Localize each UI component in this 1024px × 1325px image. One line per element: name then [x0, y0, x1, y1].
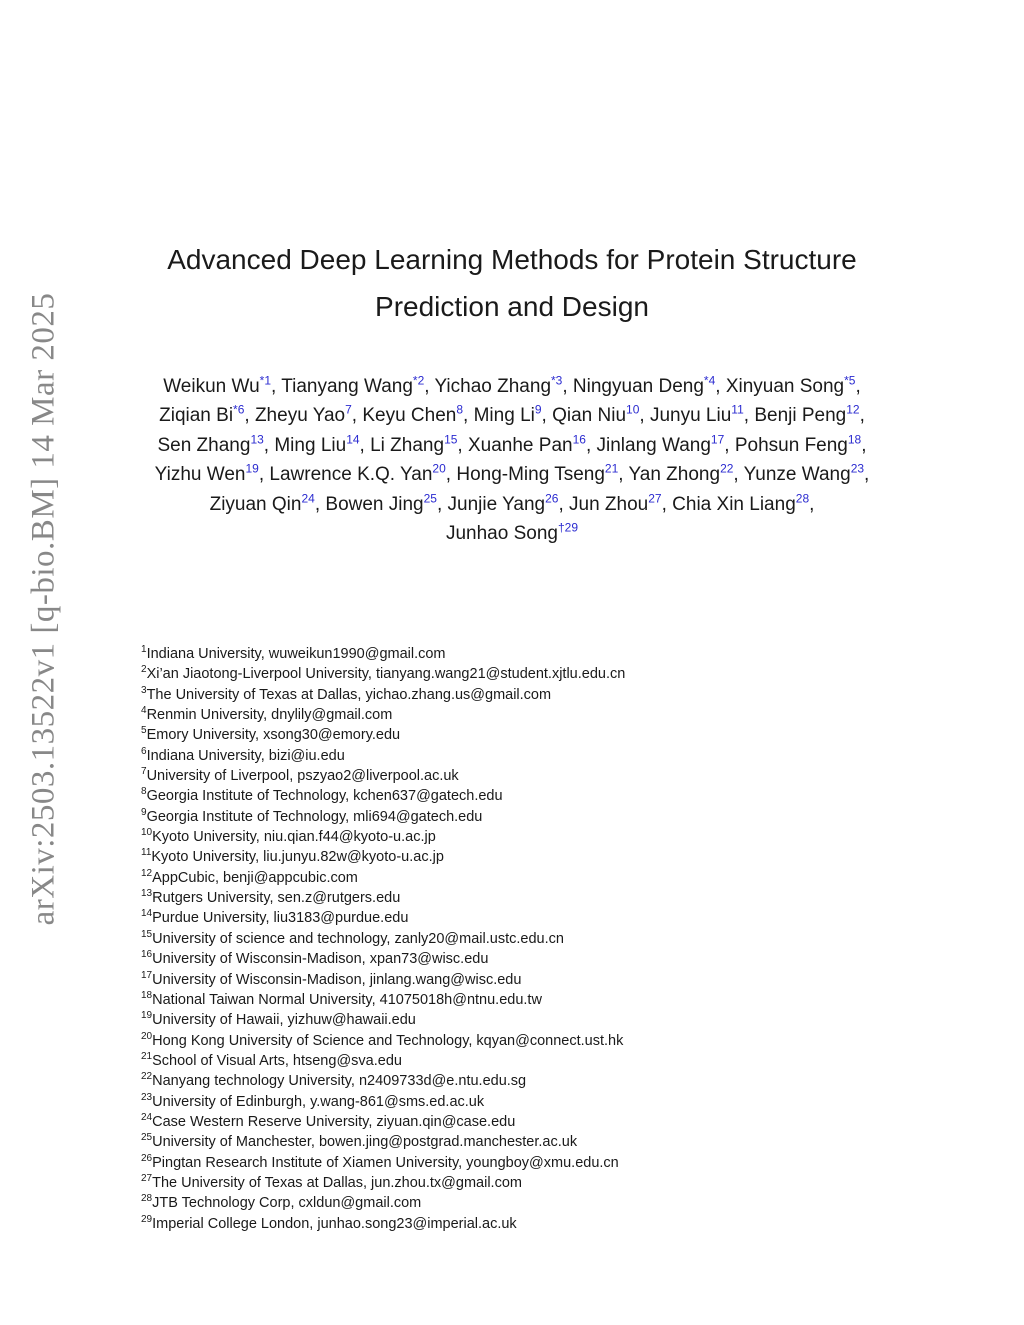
affiliation-item — [141, 929, 901, 949]
affiliation-number: 19 — [141, 1010, 153, 1022]
author-separator: , — [314, 493, 326, 515]
affiliation-item — [141, 1031, 901, 1051]
author-separator: , — [724, 434, 735, 456]
affiliation-number: 20 — [141, 1030, 153, 1042]
affiliation-item — [141, 664, 901, 684]
author-separator: , — [618, 464, 629, 486]
author-affiliation-link[interactable]: 14 — [346, 432, 360, 447]
affiliation-number: 21 — [141, 1051, 153, 1063]
author-name: Yunze Wang — [743, 464, 851, 486]
affiliation-text: University of Wisconsin-Madison, xpan73@wisc.edu — [152, 951, 489, 968]
affiliation-item — [141, 970, 901, 990]
affiliation-number: 14 — [141, 908, 153, 920]
affiliation-number: 23 — [141, 1091, 153, 1103]
affiliation-item — [141, 908, 901, 928]
author — [269, 461, 457, 486]
author-affiliation-link[interactable]: 15 — [444, 432, 458, 447]
affiliation-number: 18 — [141, 990, 153, 1002]
author — [569, 491, 673, 515]
author-name: Chia Xin Liang — [672, 493, 796, 515]
affiliation-item — [141, 1092, 901, 1112]
author-line — [130, 519, 894, 548]
author-separator: , — [463, 405, 474, 427]
author — [447, 491, 570, 515]
affiliation-text: Nanyang technology University, n2409733d@e.ntu.edu.sg — [152, 1073, 527, 1090]
author-separator: , — [424, 376, 435, 397]
author-name: Junyu Liu — [649, 405, 732, 427]
affiliation-item — [141, 868, 901, 888]
author-separator: , — [244, 405, 255, 427]
affiliation-number: 11 — [141, 847, 152, 859]
author-name: Ming Li — [473, 405, 535, 427]
affiliation-number: 1 — [141, 644, 147, 656]
author-affiliation-link[interactable]: 11 — [731, 403, 744, 418]
affiliation-text: Hong Kong University of Science and Technology, kqyan@connect.ust.hk — [152, 1032, 624, 1049]
affiliation-text: Kyoto University, liu.junyu.82w@kyoto-u.ac.jp — [151, 849, 444, 866]
affiliation-item — [141, 1071, 901, 1091]
author-name: Ming Liu — [274, 434, 347, 456]
affiliation-number: 12 — [141, 867, 153, 879]
affiliation-number: 16 — [141, 949, 153, 961]
affiliation-text: Case Western Reserve University, ziyuan.qin@case.edu — [152, 1113, 516, 1130]
affiliation-text: Renmin University, dnylily@gmail.com — [146, 707, 393, 724]
affiliation-text: Indiana University, bizi@iu.edu — [146, 747, 345, 764]
author-affiliation-link[interactable]: *6 — [233, 403, 245, 418]
title-line: Prediction and Design — [375, 291, 649, 322]
author-line — [130, 401, 894, 430]
author-affiliation-link[interactable]: *1 — [259, 373, 272, 388]
author — [255, 405, 362, 426]
affiliation-text: Xi’an Jiaotong-Liverpool University, tianyang.wang21@student.xjtlu.edu.cn — [146, 666, 626, 683]
author-affiliation-link[interactable]: 25 — [423, 491, 437, 506]
author-line — [130, 490, 894, 519]
author-affiliation-link[interactable]: 13 — [250, 432, 264, 447]
affiliation-text: Indiana University, wuweikun1990@gmail.com — [146, 646, 446, 662]
affiliation-text: Georgia Institute of Technology, mli694@gatech.edu — [146, 808, 483, 825]
author-affiliation-link[interactable]: 26 — [545, 491, 559, 506]
affiliation-item — [141, 1132, 901, 1152]
affiliation-text: National Taiwan Normal University, 41075018h@ntnu.edu.tw — [152, 991, 542, 1008]
author — [596, 432, 735, 456]
author-affiliation-link[interactable]: 18 — [847, 432, 862, 447]
author — [650, 405, 754, 426]
author-separator: , — [359, 434, 371, 456]
author-separator: , — [864, 464, 870, 486]
author — [672, 491, 815, 515]
author — [734, 432, 867, 456]
title-line: Advanced Deep Learning Methods for Protein Structure — [167, 244, 857, 275]
author-affiliation-link[interactable]: *2 — [412, 373, 425, 388]
affiliation-number: 27 — [141, 1173, 153, 1185]
author-name: Pohsun Feng — [734, 434, 848, 456]
author-affiliation-link[interactable]: 23 — [850, 461, 865, 476]
author-separator: , — [585, 434, 597, 456]
author — [274, 432, 371, 456]
affiliation-item — [141, 644, 901, 664]
author-affiliation-link[interactable]: 27 — [648, 491, 662, 506]
paper-title — [130, 236, 894, 330]
author-affiliation-link[interactable]: 28 — [795, 491, 810, 506]
affiliation-number: 9 — [141, 806, 147, 818]
author-name: Xinyuan Song — [725, 376, 845, 397]
author-separator: , — [743, 405, 755, 427]
affiliation-number: 25 — [141, 1132, 153, 1144]
affiliation-item — [141, 746, 901, 766]
affiliation-list — [141, 644, 901, 1234]
author-affiliation-link[interactable]: 21 — [604, 461, 619, 476]
affiliation-text: University of science and technology, zanly20@mail.ustc.edu.cn — [152, 930, 564, 947]
author-affiliation-link[interactable]: 22 — [720, 461, 734, 476]
author-separator: , — [445, 464, 457, 486]
author-separator: , — [541, 405, 553, 427]
author-name: Hong-Ming Tseng — [456, 464, 605, 486]
affiliation-text: University of Hawaii, yizhuw@hawaii.edu — [152, 1012, 416, 1029]
affiliation-text: University of Edinburgh, y.wang-861@sms.ed.ac.uk — [152, 1093, 485, 1110]
affiliation-text: University of Wisconsin-Madison, jinlang.wang@wisc.edu — [152, 971, 522, 988]
affiliation-item — [141, 1173, 901, 1193]
author-separator: , — [351, 405, 363, 427]
arxiv-stamp: arXiv:2503.13522v1 [q-bio.BM] 14 Mar 2025 — [25, 292, 62, 926]
author-separator: , — [855, 376, 861, 397]
author-name: Weikun Wu — [163, 376, 260, 397]
author-affiliation-link[interactable]: *3 — [551, 373, 563, 388]
affiliation-number: 24 — [141, 1112, 153, 1124]
affiliation-text: AppCubic, benji@appcubic.com — [152, 869, 358, 886]
affiliation-number: 6 — [141, 745, 147, 757]
author-line — [130, 460, 894, 489]
affiliation-number: 8 — [141, 786, 147, 798]
affiliation-item — [141, 766, 901, 786]
affiliation-number: 15 — [141, 928, 153, 940]
author — [725, 373, 861, 397]
affiliation-number: 26 — [141, 1152, 153, 1164]
author-separator: , — [263, 434, 275, 456]
author — [743, 461, 870, 486]
affiliation-text: Purdue University, liu3183@purdue.edu — [152, 910, 409, 927]
affiliation-text: School of Visual Arts, htseng@sva.edu — [152, 1052, 402, 1069]
author-name: Bowen Jing — [325, 493, 424, 515]
affiliation-item — [141, 685, 901, 705]
author-affiliation-link[interactable]: *5 — [844, 373, 856, 388]
author-affiliation-link[interactable]: *4 — [703, 373, 716, 388]
affiliation-number: 28 — [141, 1193, 153, 1205]
affiliation-number: 7 — [141, 766, 147, 778]
author-name: Keyu Chen — [362, 405, 457, 427]
affiliation-item — [141, 888, 901, 908]
affiliation-number: 5 — [141, 725, 147, 737]
author — [157, 432, 275, 456]
author — [281, 373, 435, 397]
author — [467, 432, 597, 456]
author-name: Sen Zhang — [157, 434, 251, 456]
affiliation-number: 3 — [141, 684, 147, 696]
affiliation-item — [141, 1214, 901, 1234]
author-separator: , — [258, 464, 270, 486]
affiliation-item — [141, 725, 901, 745]
author-separator: , — [562, 376, 573, 397]
affiliation-item — [141, 1193, 901, 1213]
author — [154, 461, 270, 486]
author-affiliation-link[interactable]: 20 — [432, 461, 446, 476]
author-separator: , — [859, 405, 865, 427]
author — [209, 491, 326, 515]
author-name: Ningyuan Deng — [572, 376, 704, 397]
affiliation-number: 2 — [141, 664, 147, 676]
affiliation-item — [141, 705, 901, 725]
author-name: Yan Zhong — [628, 464, 721, 486]
author-name: Tianyang Wang — [281, 376, 413, 397]
affiliation-text: Imperial College London, junhao.song23@imperial.ac.uk — [152, 1215, 517, 1232]
author-affiliation-link[interactable]: 17 — [710, 432, 725, 447]
author-separator: , — [861, 434, 867, 456]
affiliation-item — [141, 1153, 901, 1173]
affiliation-number: 22 — [141, 1071, 153, 1083]
author-line — [130, 431, 894, 460]
affiliation-number: 13 — [141, 888, 153, 900]
affiliation-item — [141, 949, 901, 969]
author — [370, 432, 468, 456]
affiliation-text: Rutgers University, sen.z@rutgers.edu — [152, 890, 401, 907]
author-affiliation-link[interactable]: 8 — [456, 403, 464, 418]
author-name: Junjie Yang — [447, 493, 546, 515]
author — [163, 373, 282, 397]
author-affiliation-link[interactable]: 10 — [626, 403, 640, 418]
author-name: Xuanhe Pan — [467, 434, 573, 456]
author-affiliation-link[interactable]: †29 — [557, 520, 579, 535]
author-list — [130, 372, 894, 548]
affiliation-item — [141, 807, 901, 827]
author — [456, 461, 629, 486]
author-separator: , — [809, 493, 815, 515]
author-name: Yichao Zhang — [434, 376, 552, 397]
author-name: Qian Niu — [552, 405, 627, 427]
author-name: Lawrence K.Q. Yan — [269, 464, 433, 486]
affiliation-text: Pingtan Research Institute of Xiamen University, youngboy@xmu.edu.cn — [152, 1154, 619, 1171]
author — [362, 405, 473, 426]
author-separator: , — [733, 464, 744, 486]
author-name: Jun Zhou — [569, 493, 649, 515]
author-affiliation-link[interactable]: 19 — [245, 461, 259, 476]
affiliation-number: 29 — [141, 1213, 153, 1225]
affiliation-text: Georgia Institute of Technology, kchen637@gatech.edu — [146, 788, 503, 805]
affiliation-item — [141, 847, 901, 867]
author — [434, 373, 573, 397]
affiliation-text: The University of Texas at Dallas, yichao.zhang.us@gmail.com — [146, 686, 552, 703]
author-name: Ziyuan Qin — [209, 493, 302, 515]
author-separator: , — [558, 493, 570, 515]
author — [628, 461, 744, 486]
affiliation-text: University of Manchester, bowen.jing@postgrad.manchester.ac.uk — [152, 1134, 578, 1151]
affiliation-text: Kyoto University, niu.qian.f44@kyoto-u.ac.jp — [152, 829, 436, 846]
affiliation-text: The University of Texas at Dallas, jun.zhou.tx@gmail.com — [152, 1174, 522, 1191]
author-name: Benji Peng — [754, 405, 847, 427]
author — [572, 373, 726, 397]
affiliation-number: 10 — [141, 827, 153, 839]
author-name: Junhao Song — [445, 523, 558, 545]
affiliation-text: JTB Technology Corp, cxldun@gmail.com — [152, 1195, 422, 1212]
affiliation-number: 4 — [141, 705, 147, 717]
author-name: Yizhu Wen — [154, 464, 246, 486]
author-affiliation-link[interactable]: 12 — [846, 403, 860, 418]
author-separator: , — [639, 405, 650, 427]
author — [474, 405, 553, 426]
author-separator: , — [661, 493, 673, 515]
author-affiliation-link[interactable]: 7 — [345, 403, 352, 418]
affiliation-item — [141, 1010, 901, 1030]
author-affiliation-link[interactable]: 24 — [301, 491, 315, 506]
author-separator: , — [436, 493, 448, 515]
affiliation-item — [141, 827, 901, 847]
author-line — [130, 372, 894, 401]
author — [445, 520, 579, 545]
author — [754, 405, 865, 426]
author-name: Li Zhang — [370, 434, 445, 456]
author — [325, 491, 448, 515]
affiliation-text: Emory University, xsong30@emory.edu — [146, 727, 401, 744]
affiliation-item — [141, 1112, 901, 1132]
author-affiliation-link[interactable]: 9 — [534, 403, 542, 418]
affiliation-number: 17 — [141, 969, 153, 981]
author — [552, 405, 650, 426]
author-separator: , — [715, 376, 726, 397]
author-affiliation-link[interactable]: 16 — [572, 432, 586, 447]
author-separator: , — [457, 434, 468, 456]
affiliation-item — [141, 990, 901, 1010]
author-name: Jinlang Wang — [596, 434, 711, 456]
affiliation-text: University of Liverpool, pszyao2@liverpool.ac.uk — [146, 768, 459, 785]
author-name: Ziqian Bi — [159, 405, 234, 427]
author-name: Zheyu Yao — [254, 405, 346, 427]
author — [159, 405, 255, 426]
affiliation-item — [141, 1051, 901, 1071]
author-separator: , — [271, 376, 282, 397]
affiliation-item — [141, 786, 901, 806]
